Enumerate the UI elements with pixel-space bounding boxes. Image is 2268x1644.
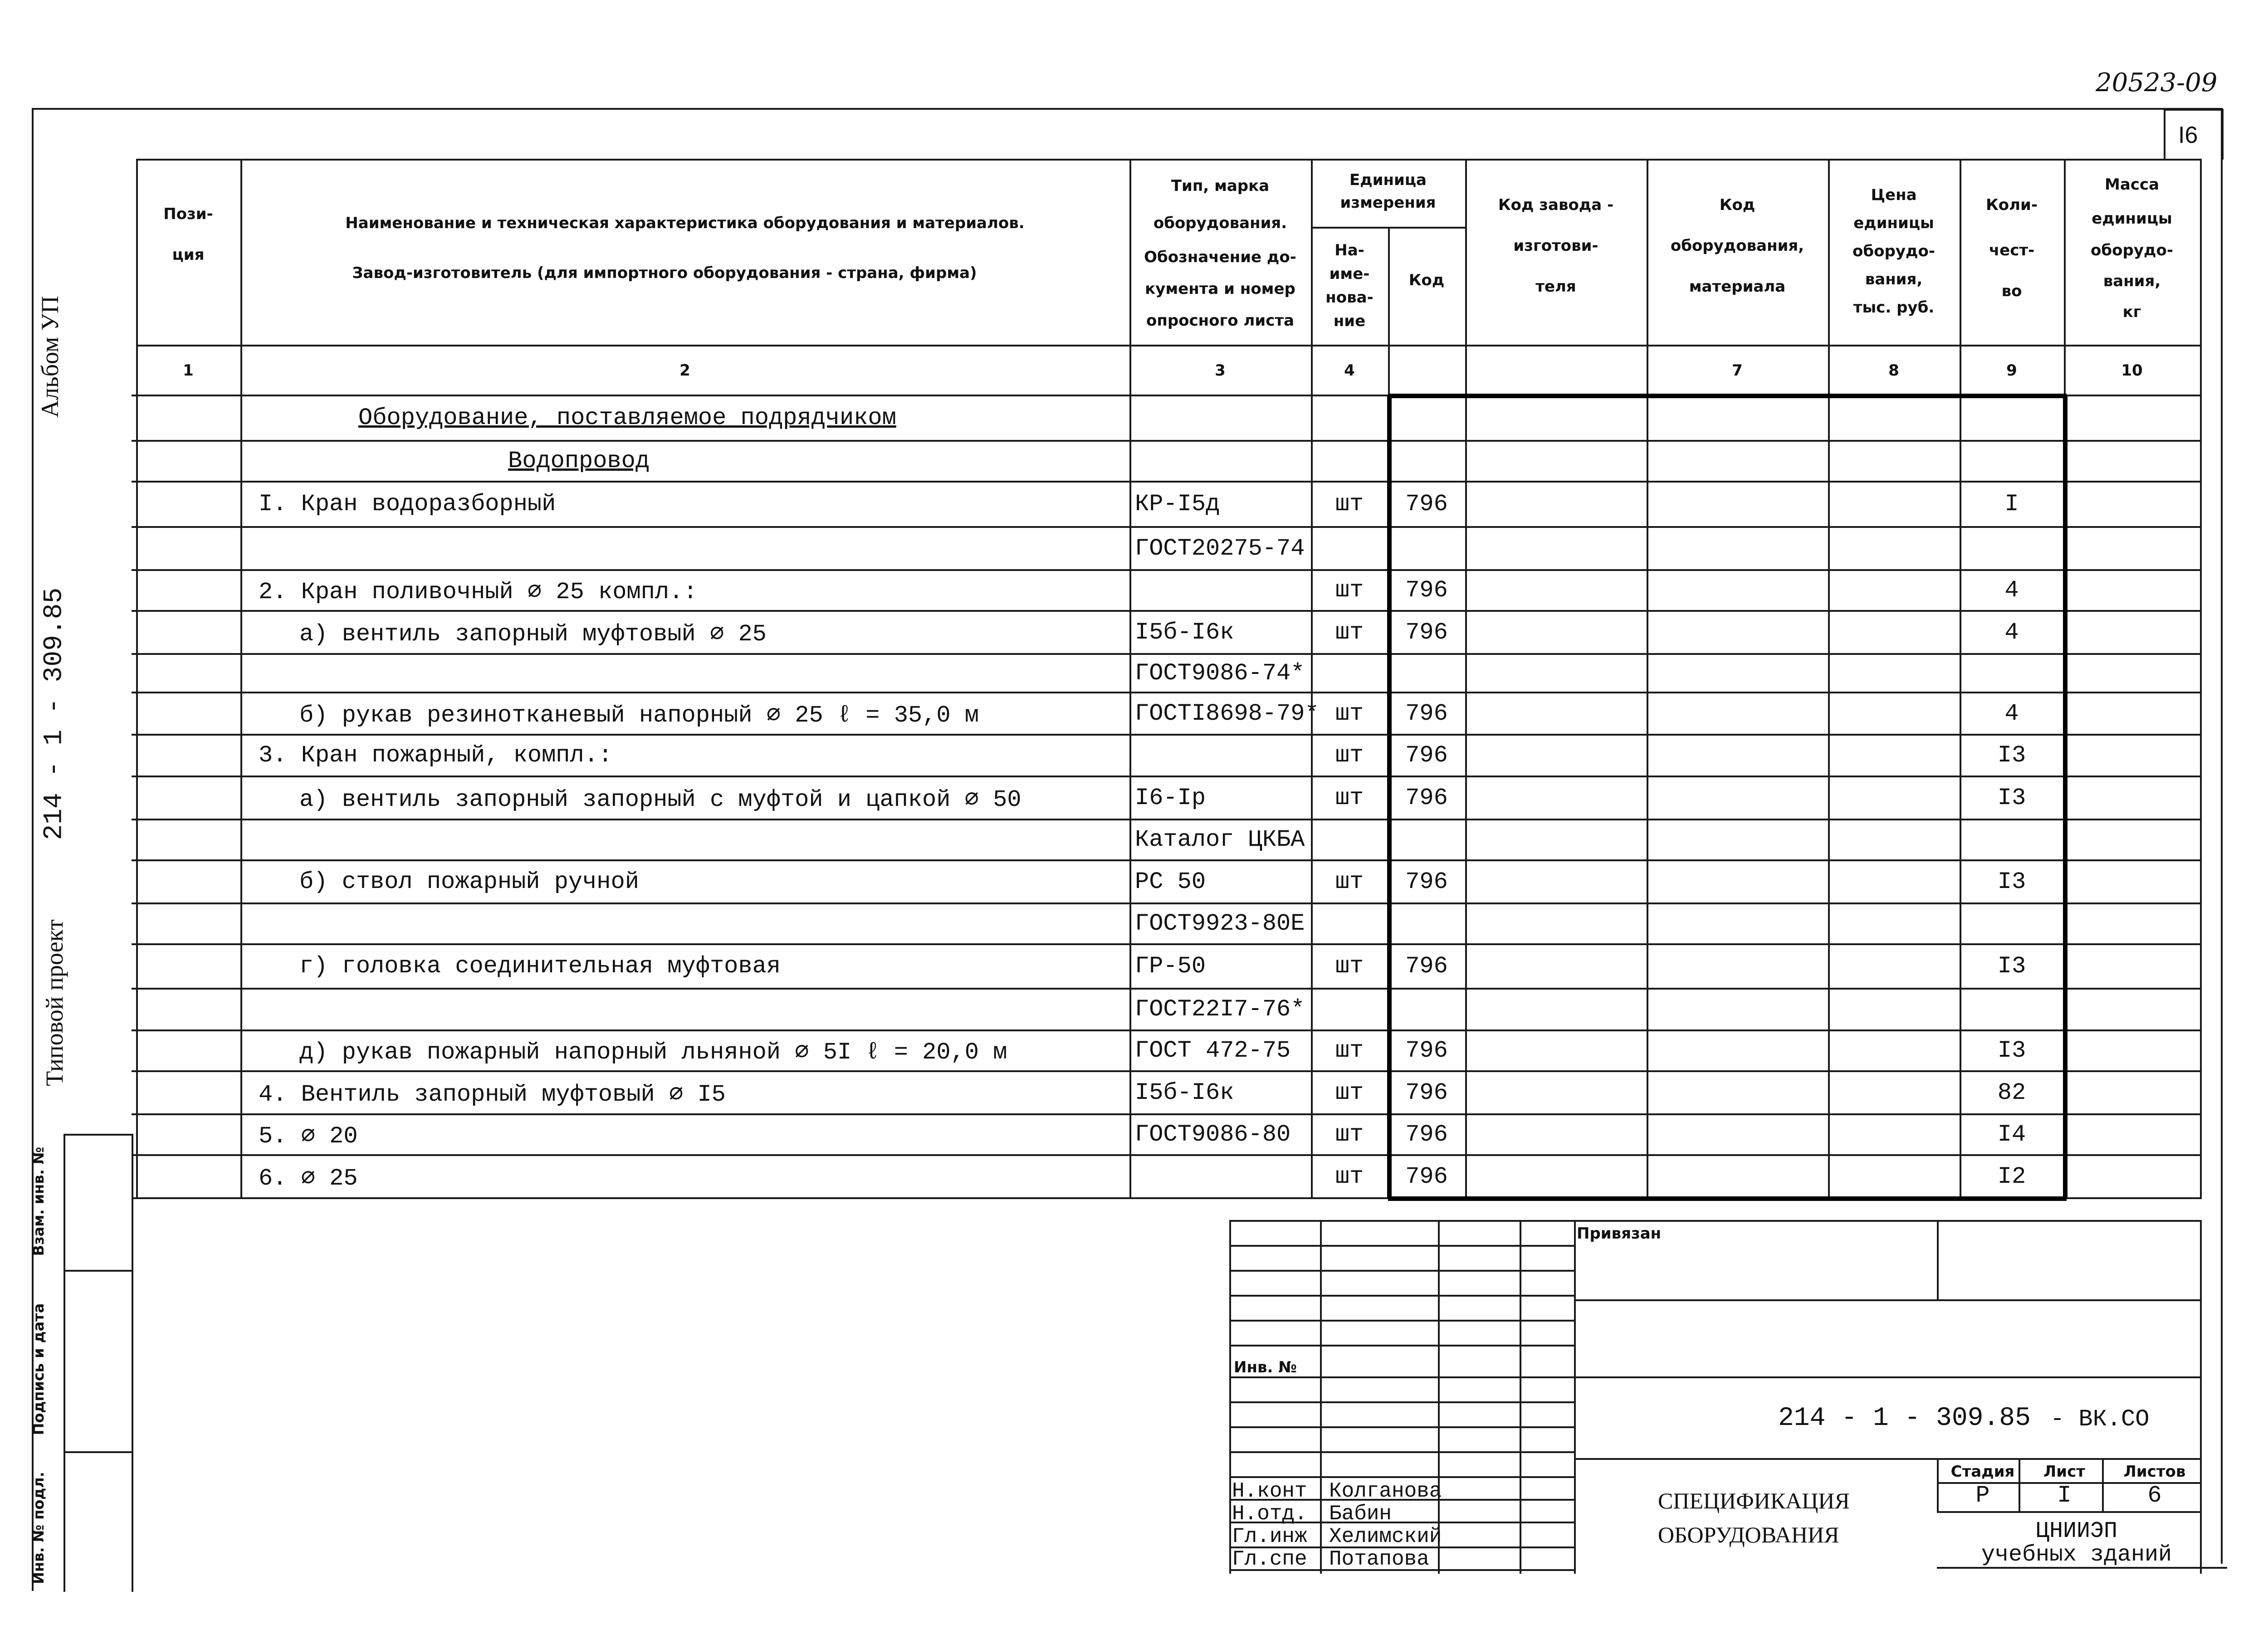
col7-header-b: оборудования, <box>1670 237 1804 255</box>
title-block-line <box>1229 1451 1574 1453</box>
item-name: 2. Кран поливочный ⌀ 25 компл.: <box>259 579 698 605</box>
column-number: 2 <box>679 361 690 380</box>
column-number: 10 <box>2121 361 2143 380</box>
row-line <box>132 692 2200 693</box>
title-block-column <box>1520 1220 1521 1574</box>
title-block-line <box>1229 1476 1574 1478</box>
column-line <box>136 159 138 1199</box>
title-block-privyazan-bottom <box>1574 1299 2200 1301</box>
col4-header-b: име- <box>1329 265 1370 283</box>
column-number: 9 <box>2006 361 2017 380</box>
item-name: а) вентиль запорный муфтовый ⌀ 25 <box>299 620 767 648</box>
thick-box-top <box>1388 394 2067 398</box>
privyazan-label: Привязан <box>1577 1224 1662 1243</box>
item-qty: I3 <box>1997 784 2026 811</box>
doc-title-line2: ОБОРУДОВАНИЯ <box>1658 1522 1839 1547</box>
col6-header-c: теля <box>1535 278 1576 296</box>
signer-role: Гл.инж <box>1232 1525 1307 1548</box>
title-block-top-right <box>1574 1220 2200 1222</box>
title-block-column <box>1438 1220 1440 1574</box>
table-top-line <box>136 159 2200 161</box>
row-line <box>132 819 2200 820</box>
col3-header-e: опросного листа <box>1146 312 1295 330</box>
item-name: а) вентиль запорный запорный с муфтой и цапкой ⌀ 50 <box>299 786 1022 813</box>
item-unit: шт <box>1335 619 1364 646</box>
row-line <box>132 481 2200 483</box>
item-unit: шт <box>1335 742 1364 769</box>
column-line <box>240 159 242 1199</box>
col4-header-d: ние <box>1333 312 1366 330</box>
item-qty: I4 <box>1997 1121 2026 1148</box>
item-code: 796 <box>1405 577 1448 604</box>
margin-sep-1 <box>64 1134 132 1136</box>
col9-header-b: чест- <box>1989 241 2035 259</box>
org-line1: ЦНИИЭП <box>2035 1518 2118 1544</box>
item-unit: шт <box>1335 1163 1364 1190</box>
item-type: ГОСТ20275-74 <box>1135 535 1305 562</box>
item-name: 5. ⌀ 20 <box>259 1123 358 1150</box>
doc-title-line1: СПЕЦИФИКАЦИЯ <box>1658 1488 1850 1513</box>
item-type: ГОСТ9086-80 <box>1135 1121 1291 1148</box>
item-name: I. Кран водоразборный <box>259 491 556 517</box>
title-block-line <box>1229 1270 1574 1272</box>
item-qty: 4 <box>2004 577 2019 604</box>
signer-name: Колганова <box>1329 1479 1442 1503</box>
margin-line <box>132 1134 133 1592</box>
signer-role: Н.отд. <box>1232 1502 1307 1526</box>
column-number: 3 <box>1215 361 1226 380</box>
column-number: 1 <box>183 361 194 380</box>
title-block-column <box>1574 1220 1576 1574</box>
item-code: 796 <box>1405 1037 1448 1064</box>
org-line2: учебных зданий <box>1981 1542 2172 1568</box>
thick-box-bottom <box>1388 1196 2067 1201</box>
album-label: Альбом УП <box>36 296 64 418</box>
item-qty: I3 <box>1997 953 2026 980</box>
item-type: I5б-I6к <box>1135 1079 1234 1106</box>
item-code: 796 <box>1405 700 1448 727</box>
sheet-number: I6 <box>2178 122 2198 148</box>
margin-sep-3 <box>64 1451 132 1453</box>
inv-podl-label: Инв. № подл. <box>30 1472 47 1584</box>
title-block-line <box>1229 1245 1574 1247</box>
title-block-line <box>1229 1401 1574 1403</box>
col2-header-a: Наименование и техническая характеристика оборудования и материалов. <box>345 214 1025 232</box>
project-code-label: 214 - 1 - 309.85 <box>39 587 69 840</box>
item-qty: I3 <box>1997 868 2026 895</box>
col6-header-b: изготови- <box>1513 237 1598 255</box>
item-type: ГОСТ 472-75 <box>1135 1037 1291 1064</box>
signer-name: Бабин <box>1329 1502 1392 1526</box>
col8-header-d: вания, <box>1865 270 1923 288</box>
title-block-line <box>1229 1345 1574 1346</box>
signer-role: Н.конт <box>1232 1479 1307 1503</box>
item-type: ГОСТ9923-80Е <box>1135 910 1305 937</box>
col8-header-b: единицы <box>1853 214 1934 232</box>
column-number: 7 <box>1732 361 1743 380</box>
column-line <box>1465 159 1467 1199</box>
signer-role: Гл.спе <box>1232 1547 1307 1571</box>
item-qty: I3 <box>1997 1037 2026 1064</box>
col1-header-a: Пози- <box>163 205 213 223</box>
stage-col-left <box>1937 1458 1939 1512</box>
item-type: I6-Iр <box>1135 784 1206 811</box>
row-line <box>132 440 2200 442</box>
header-bottom-line <box>136 345 2200 346</box>
item-name: 3. Кран пожарный, компл.: <box>259 742 613 769</box>
column-number: 4 <box>1344 361 1355 380</box>
col10-header-e: кг <box>2122 303 2141 321</box>
title-block-column <box>1229 1220 1231 1574</box>
item-code: 796 <box>1405 868 1448 895</box>
col10-header-d: вания, <box>2103 272 2161 290</box>
item-qty: I2 <box>1997 1163 2026 1190</box>
frame-top <box>32 108 2223 110</box>
title-block-line <box>1229 1426 1574 1428</box>
item-name: 6. ⌀ 25 <box>259 1165 358 1192</box>
item-type: ГОСТ9086-74* <box>1135 659 1305 687</box>
sheet-label: Лист <box>2043 1463 2085 1481</box>
row-line <box>132 610 2200 612</box>
item-name: б) ствол пожарный ручной <box>299 868 639 895</box>
col3-header-b: оборудования. <box>1153 214 1287 232</box>
col3-header-a: Тип, марка <box>1171 177 1270 195</box>
title-block-line <box>1229 1320 1574 1322</box>
col10-header-a: Масса <box>2104 176 2160 194</box>
row-line <box>132 569 2200 571</box>
col5-header: Код <box>1408 271 1445 289</box>
stage-value-bottom <box>1937 1511 2200 1513</box>
item-type: КР-I5д <box>1135 491 1220 517</box>
col4-header-a: На- <box>1334 241 1364 259</box>
title-block-column <box>1320 1220 1322 1574</box>
title-block-line <box>1229 1295 1574 1297</box>
item-name: 4. Вентиль запорный муфтовый ⌀ I5 <box>259 1081 726 1108</box>
item-name: г) головка соединительная муфтовая <box>299 953 781 980</box>
item-unit: шт <box>1335 577 1364 604</box>
col9-header-c: во <box>2001 282 2022 300</box>
row-line <box>132 776 2200 777</box>
col1-header-b: ция <box>172 246 205 264</box>
item-qty: I <box>2004 491 2019 517</box>
item-name: б) рукав резинотканевый напорный ⌀ 25 ℓ = 35,0 м <box>299 702 979 729</box>
item-code: 796 <box>1405 1163 1448 1190</box>
row-line <box>132 902 2200 904</box>
row-line <box>132 1070 2200 1072</box>
row-line <box>132 734 2200 736</box>
sheet-value: I <box>2057 1482 2072 1509</box>
title-block-designation-top <box>1574 1376 2200 1378</box>
signature-date-label: Подпись и дата <box>30 1303 47 1435</box>
column-line <box>2200 159 2202 1199</box>
item-type: ГОСТI8698-79* <box>1135 700 1319 727</box>
col4-group-b: измерения <box>1340 194 1436 212</box>
col10-header-b: единицы <box>2092 210 2172 228</box>
item-type: ГОСТ22I7-76* <box>1135 996 1305 1023</box>
item-type: Каталог ЦКБА <box>1135 826 1305 853</box>
row-line <box>132 1113 2200 1115</box>
row-line <box>132 526 2200 528</box>
signer-name: Хелимский <box>1329 1525 1442 1548</box>
item-code: 796 <box>1405 742 1448 769</box>
col10-header-c: оборудо- <box>2091 241 2173 259</box>
title-block-privyazan-split <box>1937 1220 1939 1299</box>
item-unit: шт <box>1335 491 1364 517</box>
column-number: 8 <box>1888 361 1899 380</box>
inv-vzam-label: Взам. инв. № <box>30 1146 47 1256</box>
item-name: Оборудование, поставляемое подрядчиком <box>358 405 896 431</box>
item-unit: шт <box>1335 1079 1364 1106</box>
sheets-label: Листов <box>2123 1463 2186 1481</box>
item-qty: I3 <box>1997 742 2026 769</box>
margin-inner-line <box>64 1134 65 1592</box>
item-code: 796 <box>1405 619 1448 646</box>
item-qty: 4 <box>2004 619 2019 646</box>
item-code: 796 <box>1405 953 1448 980</box>
title-block-designation-bottom <box>1574 1458 2200 1460</box>
item-unit: шт <box>1335 784 1364 811</box>
item-unit: шт <box>1335 868 1364 895</box>
col3-header-d: кумента и номер <box>1145 280 1295 298</box>
item-unit: шт <box>1335 953 1364 980</box>
item-qty: 82 <box>1997 1079 2026 1106</box>
title-block-line <box>1229 1376 1574 1378</box>
col7-header-a: Код <box>1719 196 1755 214</box>
designation-suffix: - ВК.СО <box>2050 1406 2150 1433</box>
item-code: 796 <box>1405 1079 1448 1106</box>
item-unit: шт <box>1335 1121 1364 1148</box>
col9-header-a: Коли- <box>1986 196 2038 214</box>
row-line <box>132 1029 2200 1031</box>
item-unit: шт <box>1335 700 1364 727</box>
document-number: 20523-09 <box>2096 68 2218 98</box>
inv-no-label: Инв. № <box>1234 1358 1297 1376</box>
sheets-value: 6 <box>2147 1482 2162 1509</box>
signer-name: Потапова <box>1329 1547 1429 1571</box>
item-type: РС 50 <box>1135 868 1206 895</box>
row-line <box>132 1154 2200 1156</box>
item-code: 796 <box>1405 784 1448 811</box>
item-code: 796 <box>1405 491 1448 517</box>
col7-header-c: материала <box>1689 278 1786 296</box>
col4-header-c: нова- <box>1325 288 1374 307</box>
item-unit: шт <box>1335 1037 1364 1064</box>
col8-header-a: Цена <box>1871 186 1917 204</box>
col8-header-e: тыс. руб. <box>1853 298 1935 317</box>
sheet-col-left <box>2019 1458 2020 1512</box>
frame-right <box>2221 108 2223 1564</box>
item-name: д) рукав пожарный напорный льняной ⌀ 5I ℓ = 20,0 м <box>299 1039 1007 1066</box>
stage-label: Стадия <box>1950 1463 2015 1481</box>
row-line <box>132 653 2200 655</box>
col2-header-b: Завод-изготовитель (для импортного оборудования - страна, фирма) <box>352 264 977 282</box>
col4-group-a: Единица <box>1349 171 1427 189</box>
row-line <box>132 943 2200 945</box>
row-line <box>132 859 2200 861</box>
row-line <box>132 988 2200 990</box>
col3-header-c: Обозначение до- <box>1144 248 1296 266</box>
col6-header-a: Код завода - <box>1498 196 1614 214</box>
column-line <box>1647 159 1648 1199</box>
item-type: ГР-50 <box>1135 953 1206 980</box>
item-code: 796 <box>1405 1121 1448 1148</box>
stage-value: Р <box>1975 1482 1990 1509</box>
title-block-line <box>1229 1220 1574 1222</box>
designation: 214 - 1 - 309.85 <box>1778 1404 2031 1433</box>
item-name: Водопровод <box>508 448 650 474</box>
col8-header-c: оборудо- <box>1853 242 1935 260</box>
item-qty: 4 <box>2004 700 2019 727</box>
item-type: I5б-I6к <box>1135 619 1234 646</box>
margin-sep-2 <box>64 1270 132 1272</box>
type-project-label: Типовой проект <box>41 919 68 1086</box>
